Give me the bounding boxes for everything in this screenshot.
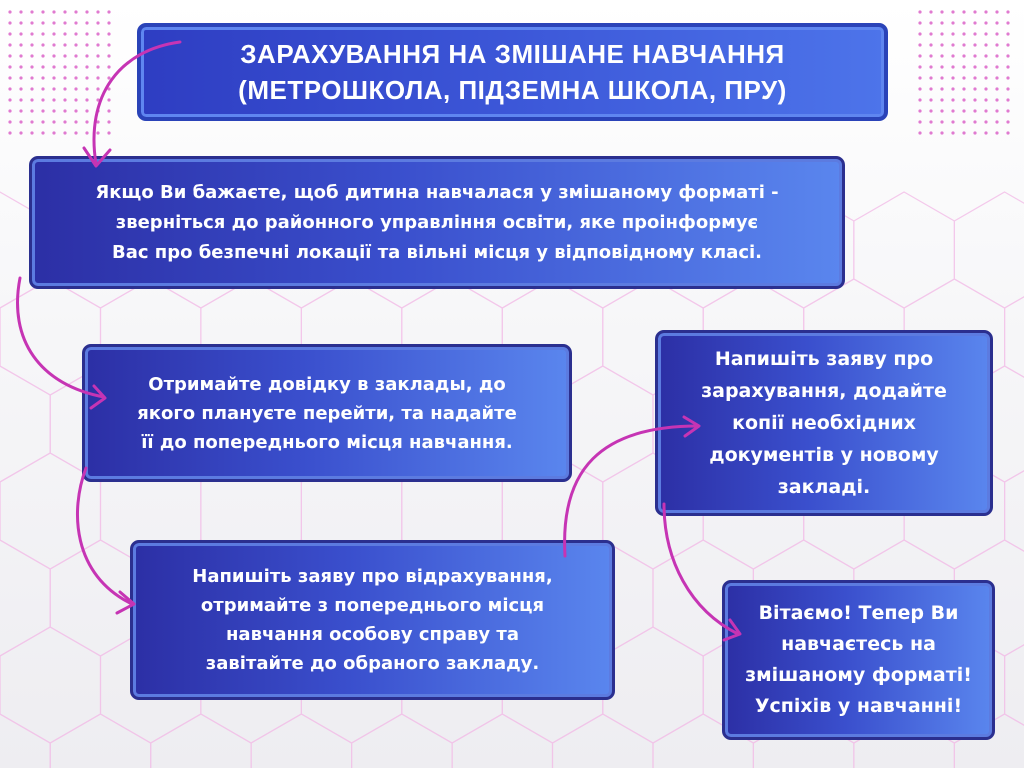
dot-shape — [85, 76, 88, 79]
dot-shape — [30, 32, 33, 35]
dot-shape — [973, 32, 976, 35]
dot-shape — [962, 10, 965, 13]
dot-shape — [52, 120, 55, 123]
dot-shape — [973, 76, 976, 79]
dot-shape — [973, 98, 976, 101]
dot-shape — [52, 54, 55, 57]
dot-shape — [962, 43, 965, 46]
dot-shape — [918, 65, 921, 68]
dot-shape — [96, 10, 99, 13]
dot-shape — [107, 54, 110, 57]
dot-shape — [19, 109, 22, 112]
dot-shape — [929, 120, 932, 123]
dot-shape — [8, 10, 11, 13]
dot-shape — [995, 32, 998, 35]
dot-shape — [984, 120, 987, 123]
dot-shape — [107, 21, 110, 24]
dot-shape — [107, 32, 110, 35]
dot-shape — [929, 76, 932, 79]
step-2-line-1: Отримайте довідку в заклады, до — [148, 373, 506, 395]
dot-shape — [940, 10, 943, 13]
dot-shape — [85, 65, 88, 68]
dot-shape — [63, 10, 66, 13]
dot-shape — [984, 87, 987, 90]
dot-shape — [41, 87, 44, 90]
hexagon-shape — [1005, 627, 1024, 743]
dot-shape — [962, 65, 965, 68]
step-2-line-3: її до попереднього місця навчання. — [141, 431, 513, 453]
dot-shape — [973, 21, 976, 24]
dot-shape — [63, 76, 66, 79]
dot-shape — [984, 10, 987, 13]
dot-shape — [30, 43, 33, 46]
step-4-box — [655, 330, 993, 516]
hexagon-shape — [50, 714, 151, 768]
dot-shape — [96, 76, 99, 79]
dot-shape — [1006, 10, 1009, 13]
dot-shape — [107, 109, 110, 112]
dot-shape — [984, 98, 987, 101]
step-3-box — [130, 540, 615, 700]
dot-shape — [1006, 131, 1009, 134]
dot-shape — [85, 21, 88, 24]
dot-shape — [8, 87, 11, 90]
dot-shape — [96, 120, 99, 123]
hexagon-shape — [854, 192, 955, 308]
dot-shape — [107, 43, 110, 46]
dot-shape — [918, 120, 921, 123]
dot-shape — [85, 131, 88, 134]
dot-shape — [1006, 76, 1009, 79]
dot-shape — [52, 65, 55, 68]
step-4-line-5: закладі. — [777, 476, 871, 498]
dot-shape — [52, 76, 55, 79]
dot-shape — [96, 43, 99, 46]
dot-shape — [951, 65, 954, 68]
dot-shape — [951, 120, 954, 123]
dot-shape — [940, 109, 943, 112]
dot-shape — [96, 32, 99, 35]
dot-shape — [918, 87, 921, 90]
hexagon-shape — [0, 366, 50, 482]
step-2-box — [82, 344, 572, 482]
dot-shape — [107, 98, 110, 101]
dot-shape — [19, 10, 22, 13]
dot-shape — [41, 98, 44, 101]
step-5-line-2: навчаєтесь на — [781, 633, 936, 655]
dot-shape — [63, 98, 66, 101]
step-1-box — [29, 156, 845, 289]
dot-shape — [63, 87, 66, 90]
dot-shape — [962, 109, 965, 112]
dot-shape — [973, 87, 976, 90]
dot-shape — [30, 10, 33, 13]
dot-shape — [8, 32, 11, 35]
dot-shape — [984, 32, 987, 35]
dot-shape — [1006, 32, 1009, 35]
dot-shape — [63, 54, 66, 57]
dot-shape — [30, 109, 33, 112]
step-4-line-3: копії необхідних — [732, 412, 916, 434]
dot-shape — [973, 43, 976, 46]
hexagon-shape — [1005, 453, 1024, 569]
dot-shape — [74, 43, 77, 46]
dot-shape — [995, 76, 998, 79]
dot-shape — [940, 98, 943, 101]
dot-shape — [984, 21, 987, 24]
step-5-line-3: змішаному форматі! — [745, 664, 972, 686]
dot-shape — [19, 43, 22, 46]
dot-shape — [8, 54, 11, 57]
dot-shape — [41, 131, 44, 134]
dot-shape — [63, 109, 66, 112]
dot-shape — [74, 10, 77, 13]
dot-shape — [30, 131, 33, 134]
dot-shape — [41, 109, 44, 112]
dot-shape — [951, 109, 954, 112]
dot-shape — [85, 10, 88, 13]
dot-shape — [940, 76, 943, 79]
dot-shape — [962, 54, 965, 57]
dot-shape — [984, 65, 987, 68]
dot-shape — [8, 109, 11, 112]
dot-shape — [96, 65, 99, 68]
dot-shape — [52, 10, 55, 13]
dot-shape — [41, 76, 44, 79]
dot-shape — [995, 54, 998, 57]
dot-shape — [940, 131, 943, 134]
hexagon-shape — [251, 714, 352, 768]
dot-shape — [1006, 54, 1009, 57]
dot-shape — [951, 54, 954, 57]
dot-shape — [929, 98, 932, 101]
dot-shape — [940, 43, 943, 46]
hexagon-shape — [0, 627, 101, 743]
dot-shape — [8, 131, 11, 134]
dot-shape — [52, 87, 55, 90]
step-4-line-4: документів у новому — [709, 444, 939, 466]
dot-shape — [918, 98, 921, 101]
dot-shape — [74, 65, 77, 68]
hexagon-shape — [151, 714, 251, 768]
dot-shape — [951, 98, 954, 101]
dot-shape — [995, 98, 998, 101]
dot-shape — [951, 131, 954, 134]
dot-shape — [63, 43, 66, 46]
hexagon-shape — [603, 627, 703, 743]
page-title — [137, 23, 888, 121]
dot-shape — [96, 131, 99, 134]
dot-shape — [995, 131, 998, 134]
dot-shape — [995, 43, 998, 46]
dot-shape — [973, 54, 976, 57]
dot-shape — [984, 131, 987, 134]
dot-shape — [74, 109, 77, 112]
dot-shape — [1006, 65, 1009, 68]
step-5-line-1: Вітаємо! Тепер Ви — [758, 602, 959, 624]
dot-shape — [96, 54, 99, 57]
dot-shape — [41, 21, 44, 24]
dot-shape — [995, 120, 998, 123]
dot-shape — [74, 21, 77, 24]
dot-shape — [951, 76, 954, 79]
step-1-line-2: зверніться до районного управління освіти, яке проінформує — [115, 211, 759, 233]
step-2-line-2: якого плануєте перейти, та надайте — [137, 402, 517, 424]
hexagon-shape — [0, 540, 50, 656]
dot-shape — [74, 54, 77, 57]
dot-shape — [19, 87, 22, 90]
step-3-line-1: Напишіть заяву про відрахування, — [192, 566, 553, 587]
dot-shape — [41, 120, 44, 123]
dot-shape — [85, 32, 88, 35]
dot-shape — [984, 43, 987, 46]
dot-shape — [74, 98, 77, 101]
dot-shape — [30, 120, 33, 123]
dot-shape — [96, 109, 99, 112]
dot-shape — [973, 109, 976, 112]
dot-shape — [929, 10, 932, 13]
hexagon-shape — [1005, 279, 1024, 395]
dot-shape — [63, 21, 66, 24]
dot-shape — [52, 98, 55, 101]
hexagon-shape — [0, 714, 50, 768]
dot-shape — [973, 10, 976, 13]
dot-shape — [52, 131, 55, 134]
dot-shape — [973, 65, 976, 68]
step-3-line-4: завітайте до обраного закладу. — [205, 653, 540, 674]
dot-shape — [52, 32, 55, 35]
dot-shape — [8, 21, 11, 24]
dot-shape — [929, 87, 932, 90]
dot-shape — [995, 109, 998, 112]
dot-shape — [74, 87, 77, 90]
dot-shape — [929, 43, 932, 46]
dot-shape — [984, 54, 987, 57]
dot-shape — [8, 76, 11, 79]
dot-shape — [41, 43, 44, 46]
hexagon-shape — [452, 714, 552, 768]
dot-shape — [962, 98, 965, 101]
dot-shape — [929, 131, 932, 134]
step-1-line-1: Якщо Ви бажаєте, щоб дитина навчалася у змішаному форматі - — [95, 181, 779, 203]
dot-shape — [52, 21, 55, 24]
dot-shape — [940, 87, 943, 90]
dot-shape — [918, 43, 921, 46]
dot-shape — [30, 54, 33, 57]
dot-shape — [918, 76, 921, 79]
dot-shape — [929, 21, 932, 24]
dot-shape — [85, 54, 88, 57]
dot-shape — [962, 120, 965, 123]
dot-grid-top-right — [918, 10, 1009, 134]
hexagon-shape — [352, 714, 453, 768]
dot-shape — [85, 98, 88, 101]
dot-shape — [74, 131, 77, 134]
dot-shape — [63, 131, 66, 134]
dot-shape — [951, 21, 954, 24]
title-line-1: ЗАРАХУВАННЯ НА ЗМІШАНЕ НАВЧАННЯ — [240, 39, 785, 69]
dot-shape — [962, 131, 965, 134]
dot-shape — [918, 10, 921, 13]
dot-shape — [929, 109, 932, 112]
dot-shape — [984, 76, 987, 79]
dot-shape — [918, 54, 921, 57]
dot-shape — [63, 32, 66, 35]
dot-shape — [8, 98, 11, 101]
dot-shape — [19, 120, 22, 123]
dot-shape — [30, 87, 33, 90]
step-4-line-1: Напишіть заяву про — [714, 348, 934, 370]
dot-shape — [19, 32, 22, 35]
dot-shape — [107, 65, 110, 68]
step-3-line-2: отримайте з попереднього місця — [200, 595, 545, 616]
dot-shape — [107, 131, 110, 134]
dot-shape — [951, 10, 954, 13]
dot-shape — [107, 76, 110, 79]
dot-shape — [918, 21, 921, 24]
step-5-box — [722, 580, 995, 740]
title-line-2: (МЕТРОШКОЛА, ПІДЗЕМНА ШКОЛА, ПРУ) — [238, 75, 787, 105]
dot-shape — [995, 65, 998, 68]
dot-shape — [951, 87, 954, 90]
dot-shape — [940, 21, 943, 24]
step-5-line-4: Успіхів у навчанні! — [754, 695, 963, 717]
dot-shape — [41, 32, 44, 35]
dot-shape — [973, 131, 976, 134]
dot-shape — [995, 87, 998, 90]
dot-shape — [63, 65, 66, 68]
dot-shape — [8, 120, 11, 123]
dot-shape — [929, 65, 932, 68]
step-3-line-3: навчання особову справу та — [225, 624, 519, 645]
dot-shape — [929, 32, 932, 35]
dot-shape — [962, 32, 965, 35]
dot-shape — [30, 98, 33, 101]
hexagon-shape — [954, 192, 1024, 308]
dot-shape — [74, 120, 77, 123]
dot-shape — [19, 54, 22, 57]
dot-shape — [96, 98, 99, 101]
dot-shape — [63, 120, 66, 123]
dot-shape — [52, 43, 55, 46]
dot-shape — [918, 109, 921, 112]
dot-shape — [30, 76, 33, 79]
dot-shape — [1006, 120, 1009, 123]
dot-shape — [940, 65, 943, 68]
dot-shape — [19, 65, 22, 68]
dot-shape — [962, 21, 965, 24]
dot-shape — [1006, 109, 1009, 112]
dot-shape — [8, 65, 11, 68]
dot-shape — [41, 54, 44, 57]
dot-shape — [85, 120, 88, 123]
dot-shape — [107, 10, 110, 13]
step-4-line-2: зарахування, додайте — [701, 380, 947, 402]
dot-shape — [30, 21, 33, 24]
dot-shape — [30, 65, 33, 68]
dot-shape — [74, 76, 77, 79]
dot-shape — [929, 54, 932, 57]
dot-shape — [1006, 43, 1009, 46]
dot-shape — [107, 87, 110, 90]
dot-shape — [107, 120, 110, 123]
dot-shape — [962, 87, 965, 90]
dot-shape — [940, 120, 943, 123]
dot-shape — [1006, 98, 1009, 101]
dot-shape — [19, 98, 22, 101]
dot-shape — [973, 120, 976, 123]
hexagon-shape — [553, 714, 654, 768]
dot-shape — [984, 109, 987, 112]
dot-shape — [995, 21, 998, 24]
dot-shape — [41, 65, 44, 68]
dot-shape — [74, 32, 77, 35]
dot-shape — [951, 32, 954, 35]
dot-shape — [940, 54, 943, 57]
dot-shape — [995, 10, 998, 13]
dot-shape — [85, 43, 88, 46]
dot-shape — [85, 109, 88, 112]
dot-shape — [19, 131, 22, 134]
dot-shape — [1006, 87, 1009, 90]
dot-shape — [96, 21, 99, 24]
dot-shape — [918, 32, 921, 35]
dot-shape — [19, 21, 22, 24]
dot-grid-top-left — [8, 10, 110, 134]
dot-shape — [918, 131, 921, 134]
dot-shape — [962, 76, 965, 79]
dot-shape — [52, 109, 55, 112]
dot-shape — [96, 87, 99, 90]
step-1-line-3: Вас про безпечні локації та вільні місця у відповідному класі. — [111, 241, 763, 263]
dot-shape — [8, 43, 11, 46]
dot-shape — [41, 10, 44, 13]
dot-shape — [85, 87, 88, 90]
dot-shape — [940, 32, 943, 35]
dot-shape — [19, 76, 22, 79]
dot-shape — [951, 43, 954, 46]
dot-shape — [1006, 21, 1009, 24]
